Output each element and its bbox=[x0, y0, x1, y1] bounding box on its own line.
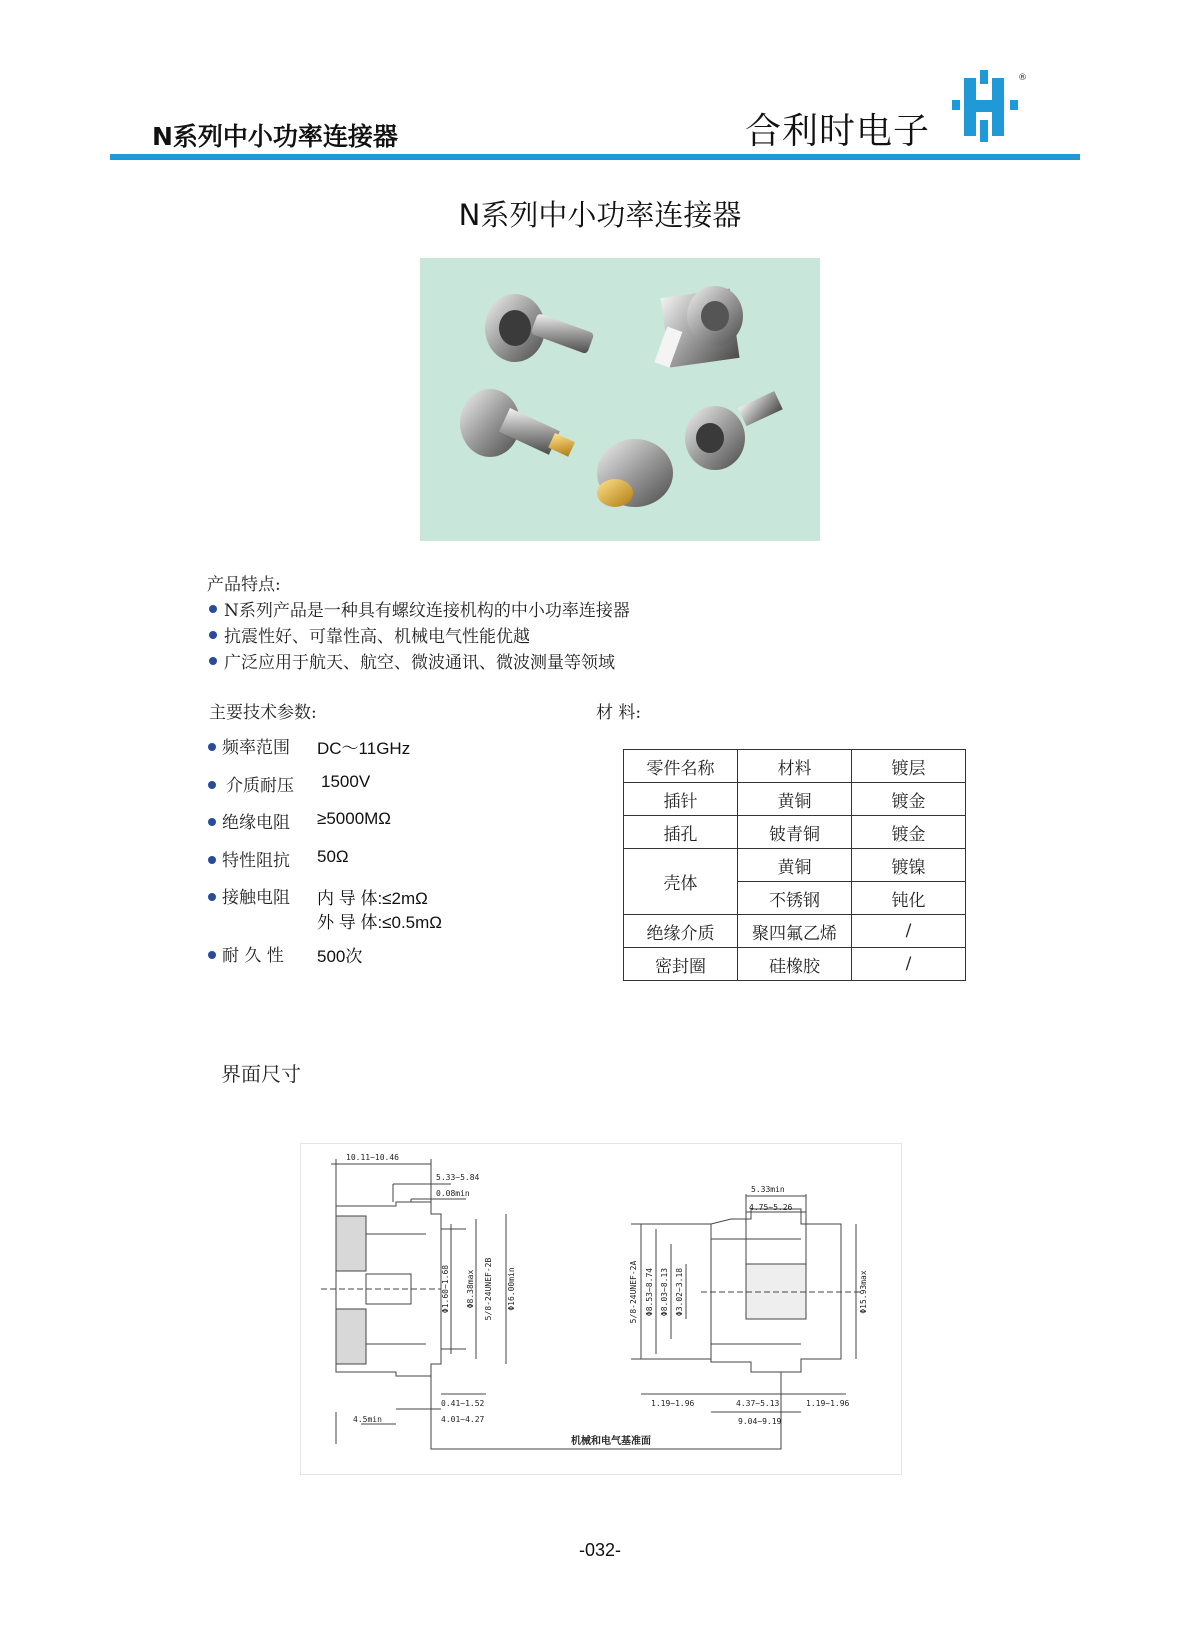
spec-value: ≥5000MΩ bbox=[317, 809, 392, 828]
header-rule bbox=[110, 154, 1080, 160]
table-row bbox=[624, 783, 966, 816]
header-series-title: N系列中小功率连接器 bbox=[152, 122, 398, 151]
features-heading: 产品特点: bbox=[207, 575, 281, 595]
dim-label: Φ15.93max bbox=[859, 1270, 868, 1314]
dim-label: Φ8.53~8.74 bbox=[645, 1267, 654, 1317]
bullet-icon bbox=[208, 781, 216, 789]
spec-label: 频率范围 bbox=[222, 738, 290, 758]
materials-table bbox=[623, 749, 966, 981]
bullet-icon bbox=[208, 743, 216, 751]
spec-label: 绝缘电阻 bbox=[222, 813, 290, 833]
table-cell: 镀金 bbox=[852, 816, 966, 849]
table-cell: 插孔 bbox=[624, 816, 738, 849]
table-cell: 绝缘介质 bbox=[624, 915, 738, 948]
table-cell: 黄铜 bbox=[738, 783, 852, 816]
table-cell: 硅橡胶 bbox=[738, 948, 852, 981]
table-row bbox=[624, 915, 966, 948]
bullet-icon bbox=[208, 951, 216, 959]
table-cell: 壳体 bbox=[624, 849, 738, 915]
table-cell: 密封圈 bbox=[624, 948, 738, 981]
bullet-icon bbox=[209, 605, 217, 613]
table-cell: 铍青铜 bbox=[738, 816, 852, 849]
spec-label: 介质耐压 bbox=[226, 776, 294, 796]
table-cell: 黄铜 bbox=[738, 849, 852, 882]
dim-label: 5/8-24UNEF-2B bbox=[484, 1257, 493, 1321]
dim-label: 4.5min bbox=[353, 1415, 382, 1424]
interface-dimension-drawing bbox=[300, 1143, 902, 1475]
dim-label: 5.33min bbox=[751, 1185, 785, 1194]
feature-item: 抗震性好、可靠性高、机械电气性能优越 bbox=[224, 627, 530, 647]
product-photo bbox=[420, 258, 820, 541]
drawing-caption: 机械和电气基准面 bbox=[571, 1436, 651, 1447]
bullet-icon bbox=[208, 818, 216, 826]
dim-label: 4.01~4.27 bbox=[441, 1415, 485, 1424]
spec-label: 耐 久 性 bbox=[222, 946, 284, 966]
registered-mark: ® bbox=[1018, 73, 1027, 83]
dim-label: 0.08min bbox=[436, 1189, 470, 1198]
company-logo bbox=[952, 70, 1044, 150]
table-header-cell: 镀层 bbox=[852, 750, 966, 783]
table-cell: / bbox=[852, 915, 966, 948]
dim-label: 5.33~5.84 bbox=[436, 1173, 480, 1182]
table-row bbox=[624, 816, 966, 849]
bullet-icon bbox=[208, 893, 216, 901]
table-cell: 聚四氟乙烯 bbox=[738, 915, 852, 948]
dim-label: 4.75~5.26 bbox=[749, 1203, 793, 1212]
table-cell: 镀镍 bbox=[852, 849, 966, 882]
table-cell: 钝化 bbox=[852, 882, 966, 915]
table-header-row bbox=[624, 750, 966, 783]
spec-value: 内 导 体:≤2mΩ bbox=[317, 889, 428, 908]
dim-label: 4.37~5.13 bbox=[736, 1399, 780, 1408]
page-number: -032- bbox=[578, 1540, 622, 1560]
spec-label: 接触电阻 bbox=[222, 888, 290, 908]
spec-value: DC～11GHz bbox=[317, 739, 411, 758]
table-cell: / bbox=[852, 948, 966, 981]
table-cell: 插针 bbox=[624, 783, 738, 816]
connector-flange-jack bbox=[654, 286, 743, 368]
header-company-name: 合利时电子 bbox=[745, 111, 931, 152]
spec-value: 500次 bbox=[317, 947, 363, 966]
spec-label: 特性阻抗 bbox=[222, 851, 290, 871]
dim-label: Φ16.00min bbox=[507, 1267, 516, 1311]
page-title: N系列中小功率连接器 bbox=[458, 198, 742, 232]
bullet-icon bbox=[209, 657, 217, 665]
dim-label: 5/8-24UNEF-2A bbox=[629, 1260, 638, 1324]
table-header-cell: 零件名称 bbox=[624, 750, 738, 783]
spec-value: 50Ω bbox=[317, 847, 349, 866]
dim-label: Φ3.02~3.18 bbox=[675, 1267, 684, 1317]
table-cell: 不锈钢 bbox=[738, 882, 852, 915]
dim-label: 9.04~9.19 bbox=[738, 1417, 782, 1426]
bullet-icon bbox=[208, 856, 216, 864]
dim-label: Φ8.03~8.13 bbox=[660, 1267, 669, 1317]
dim-label: Φ1.60~1.68 bbox=[441, 1264, 450, 1314]
spec-value-secondary: 外 导 体:≤0.5mΩ bbox=[317, 913, 443, 932]
dim-label: 1.19~1.96 bbox=[806, 1399, 850, 1408]
bullet-icon bbox=[209, 631, 217, 639]
dim-label: 0.41~1.52 bbox=[441, 1399, 485, 1408]
dim-label: Φ8.38max bbox=[466, 1269, 475, 1309]
connector-panel-jack bbox=[597, 439, 673, 507]
feature-item: N系列产品是一种具有螺纹连接机构的中小功率连接器 bbox=[224, 601, 630, 621]
dim-label: 1.19~1.96 bbox=[651, 1399, 695, 1408]
materials-heading: 材 料: bbox=[596, 703, 642, 723]
table-row bbox=[624, 849, 966, 882]
dim-label: 10.11~10.46 bbox=[346, 1153, 399, 1162]
interface-heading: 界面尺寸 bbox=[221, 1062, 301, 1086]
feature-item: 广泛应用于航天、航空、微波通讯、微波测量等领域 bbox=[224, 653, 615, 673]
table-row bbox=[624, 948, 966, 981]
table-cell: 镀金 bbox=[852, 783, 966, 816]
specs-heading: 主要技术参数: bbox=[209, 703, 317, 723]
table-header-cell: 材料 bbox=[738, 750, 852, 783]
spec-value: 1500V bbox=[321, 772, 371, 791]
